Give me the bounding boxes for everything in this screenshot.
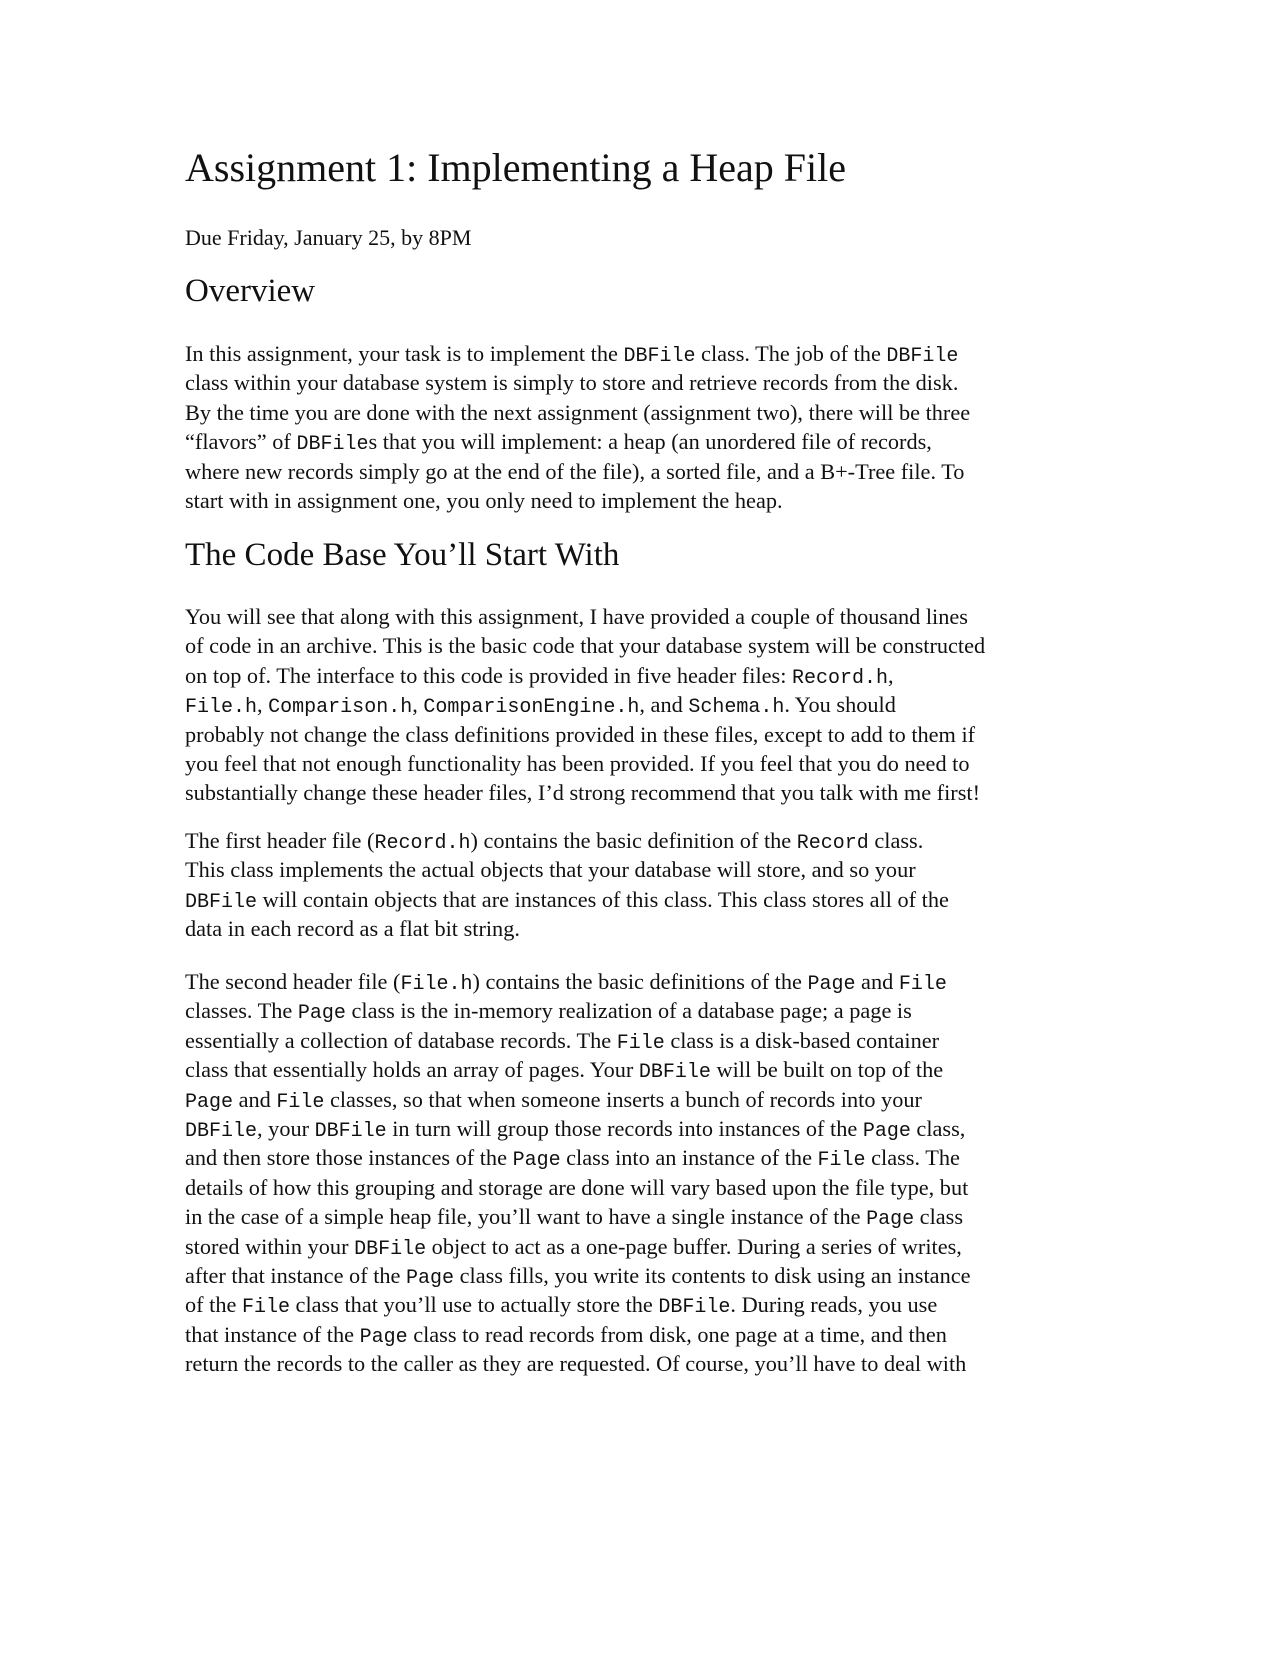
text-line [185,1114,971,1143]
text-run: and then store those instances of the [185,1145,513,1171]
code-identifier: Schema.h [688,696,785,720]
text-line [185,368,970,397]
text-run: where new records simply go at the end of the file), a sorted file, and a B+-Tree file. To [185,458,965,484]
heading-code-base: The Code Base You’ll Start With [185,537,620,573]
text-line [185,1173,971,1202]
text-run: class, [910,1115,966,1141]
text-run: substantially change these header files, I’d strong recommend that you talk with me first! [185,780,981,806]
code-identifier: Record.h [374,832,471,855]
text-run: ) contains the basic definition of the [470,828,797,853]
text-line [185,914,949,943]
text-line [185,486,970,515]
paragraph-code-base-intro [185,602,985,808]
code-identifier: DBFile [638,1061,711,1085]
text-line [185,720,985,749]
code-identifier: File.h [400,973,473,996]
code-identifier: Page [359,1325,408,1349]
text-run: object to act as a one-page buffer. During a series of writes, [426,1233,962,1259]
text-run: details of how this grouping and storage are done will vary based upon the file type, but [185,1174,969,1200]
code-identifier: DBFile [354,1237,427,1261]
text-run: you feel that not enough functionality has been provided. If you feel that you do need to [185,750,970,776]
text-line [185,996,971,1025]
text-run: class into an instance of the [560,1145,818,1171]
heading-overview: Overview [185,273,316,309]
code-identifier: DBFile [185,890,258,914]
text-line [185,1055,971,1084]
code-identifier: File [276,1090,325,1114]
text-run: class [914,1204,964,1230]
text-run: essentially a collection of database records. The [185,1027,617,1053]
text-line [185,885,949,914]
code-identifier: File [616,1031,665,1055]
text-run: This class implements the actual objects that your database will store, and so your [185,857,916,883]
text-line [185,1261,971,1290]
code-identifier: DBFile [658,1296,731,1320]
code-identifier: File [898,973,947,996]
code-identifier: Page [807,973,856,996]
text-run: . During reads, you use [730,1292,938,1318]
text-line [185,1026,971,1055]
text-run: after that instance of the [185,1262,407,1288]
text-run: on top of. The interface to this code is provided in five header files: [185,662,792,688]
text-run: . You should [784,692,896,718]
text-run: class fills, you write its contents to disk using an instance [454,1262,971,1288]
text-line [185,967,971,996]
text-run: s that you will implement: a heap (an unordered file of records, [368,429,932,455]
code-identifier: Page [297,1002,346,1026]
code-identifier: File [817,1149,866,1173]
code-identifier: ComparisonEngine.h [423,696,640,720]
text-run: , and [639,692,689,718]
text-run: will contain objects that are instances of this class. This class stores all of the [257,886,949,912]
text-line [185,631,985,660]
text-line [185,1290,971,1319]
code-identifier: Page [862,1119,911,1143]
text-line [185,1143,971,1172]
text-line [185,778,985,807]
due-date: Due Friday, January 25, by 8PM [185,225,472,250]
text-run: class is the in-memory realization of a database page; a page is [345,998,912,1024]
text-run: of code in an archive. This is the basic code that your database system will be constructed [185,633,986,659]
text-run: The second header file ( [185,969,401,994]
text-run: The first header file ( [185,828,375,853]
code-identifier: File.h [185,696,258,720]
code-identifier: DBFile [185,1119,258,1143]
text-line [185,826,949,855]
text-line [185,1349,971,1378]
text-run: class. The job of the [695,341,887,366]
text-run: of the [185,1292,242,1318]
code-identifier: DBFile [296,433,369,457]
code-identifier: DBFile [886,345,959,368]
code-identifier: File [241,1296,290,1320]
text-run: data in each record as a flat bit string. [185,916,520,942]
text-run: By the time you are done with the next assignment (assignment two), there will be three [185,399,971,425]
text-line [185,1320,971,1349]
text-line [185,690,985,719]
text-run: class is a disk-based container [664,1027,940,1053]
text-line [185,339,970,368]
text-run: class within your database system is simply to store and retrieve records from the disk. [185,370,959,396]
text-run: class. [868,828,924,853]
code-identifier: Page [512,1149,561,1173]
text-run: and [855,969,899,994]
text-line [185,427,970,456]
text-run: classes, so that when someone inserts a bunch of records into your [324,1086,922,1112]
text-run: probably not change the class definitions provided in these files, except to add to them if [185,721,976,747]
paragraph-file-header [185,967,971,1378]
text-run: return the records to the caller as they are requested. Of course, you’ll have to deal with [185,1351,967,1377]
code-identifier: Record.h [792,666,889,690]
code-identifier: DBFile [314,1119,387,1143]
text-line [185,661,985,690]
text-line [185,398,970,427]
code-identifier: Page [866,1208,915,1232]
text-run: ) contains the basic definitions of the [472,969,808,994]
text-run: class that essentially holds an array of pages. Your [185,1057,639,1083]
code-identifier: DBFile [623,345,696,368]
text-line [185,602,985,631]
code-identifier: Page [185,1090,234,1114]
text-run: class. The [865,1145,960,1171]
text-run: “flavors” of [185,429,297,455]
paragraph-record-header [185,826,949,944]
text-line [185,1232,971,1261]
text-line [185,1202,971,1231]
code-identifier: Record [796,832,869,855]
text-run: , [257,692,269,718]
document-title: Assignment 1: Implementing a Heap File [185,145,846,190]
text-run: , [412,692,424,718]
text-run: in the case of a simple heap file, you’ll want to have a single instance of the [185,1204,867,1230]
text-run: class that you’ll use to actually store the [289,1292,659,1318]
text-run: In this assignment, your task is to implement the [185,341,624,366]
text-line [185,855,949,884]
text-run: stored within your [185,1233,355,1259]
text-line [185,457,970,486]
text-run: , [888,662,894,688]
text-run: start with in assignment one, you only need to implement the heap. [185,487,783,513]
text-run: will be built on top of the [710,1057,944,1083]
text-run: classes. The [185,998,298,1024]
text-line [185,749,985,778]
text-run: You will see that along with this assignment, I have provided a couple of thousand lines [185,604,968,629]
text-run: class to read records from disk, one page at a time, and then [407,1321,947,1347]
code-identifier: Comparison.h [268,696,413,720]
text-run: , your [257,1115,315,1141]
text-run: in turn will group those records into instances of the [386,1115,863,1141]
text-line [185,1085,971,1114]
text-run: that instance of the [185,1321,360,1347]
code-identifier: Page [406,1266,455,1290]
text-run: and [233,1086,277,1112]
paragraph-overview [185,339,970,515]
